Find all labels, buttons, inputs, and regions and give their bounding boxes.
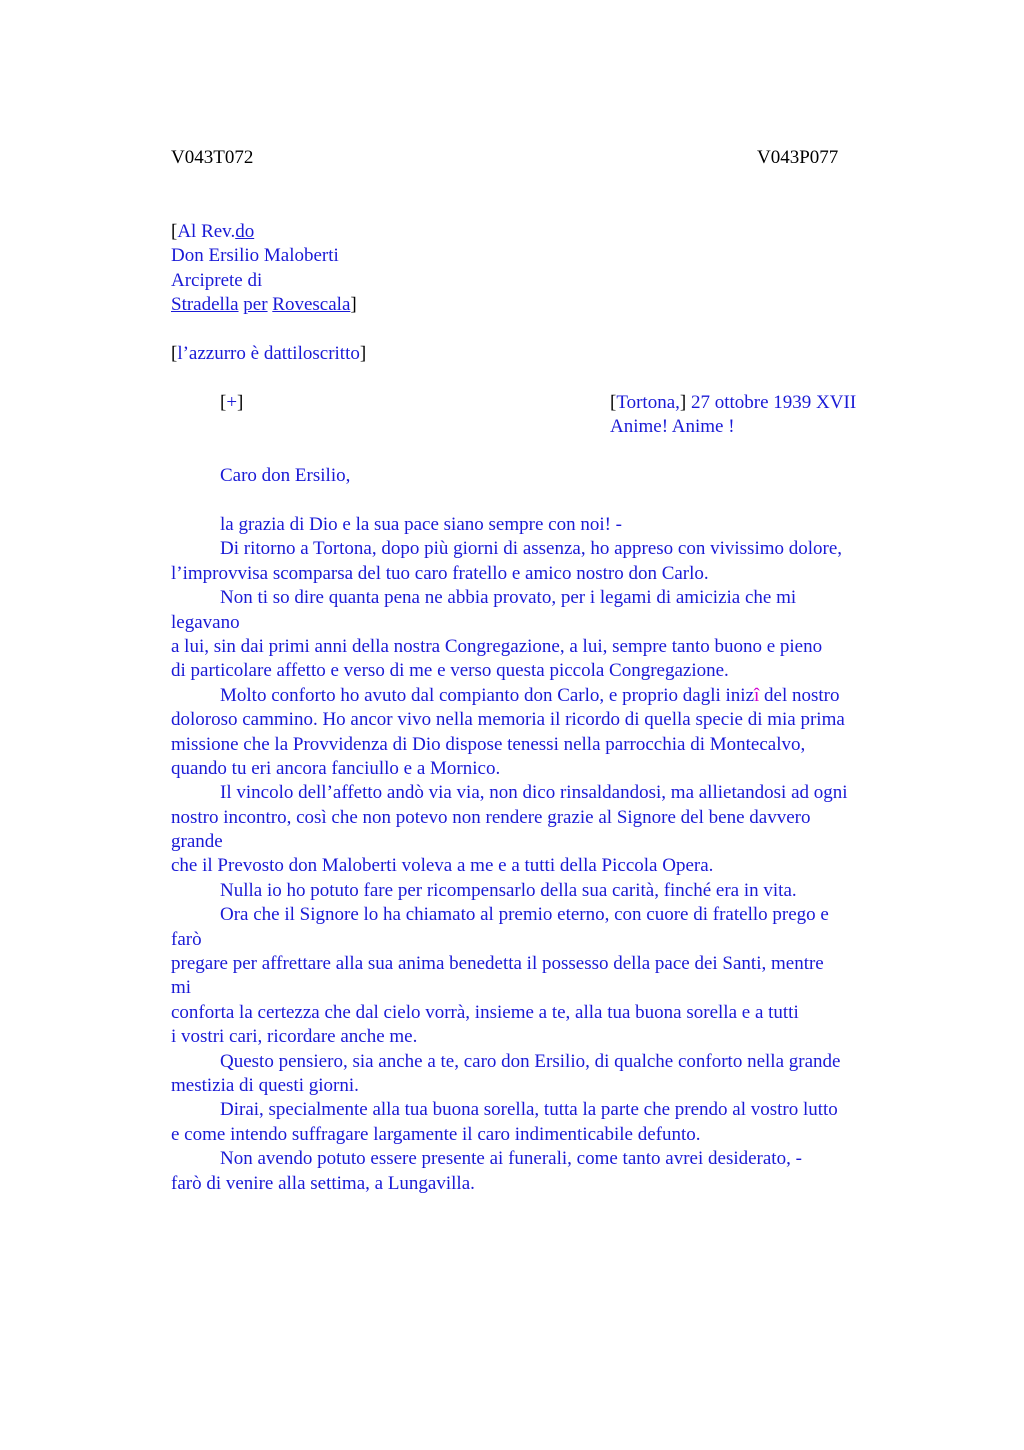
address-place: Stradella per Rovescala] xyxy=(171,294,357,316)
header-right-code: V043P077 xyxy=(757,147,839,168)
body-line: farò di venire alla settima, a Lungavilla. xyxy=(171,1172,475,1194)
motto: Anime! Anime ! xyxy=(610,416,735,438)
body-line: Ora che il Signore lo ha chiamato al premio eterno, con cuore di fratello prego e xyxy=(220,904,829,926)
body-line: che il Prevosto don Maloberti voleva a me e a tutti della Piccola Opera. xyxy=(171,855,714,877)
body-line: la grazia di Dio e la sua pace siano sempre con noi! - xyxy=(220,514,623,535)
body-line: mestizia di questi giorni. xyxy=(171,1074,359,1096)
body-line: missione che la Provvidenza di Dio dispose tenessi nella parrocchia di Montecalvo, xyxy=(171,733,806,755)
body-line: legavano xyxy=(171,611,240,633)
body-line: nostro incontro, così che non potevo non rendere grazie al Signore del bene davvero xyxy=(171,806,811,828)
address-name: Don Ersilio Maloberti xyxy=(171,245,339,267)
body-line: Il vincolo dell’affetto andò via via, non dico rinsaldandosi, ma allietandosi ad ogni xyxy=(220,782,848,804)
body-line: Questo pensiero, sia anche a te, caro don Ersilio, di qualche conforto nella grande xyxy=(220,1050,841,1072)
cross-mark: [+] xyxy=(220,392,244,413)
address-title: Arciprete di xyxy=(171,269,263,291)
editorial-note: [l’azzurro è dattiloscritto] xyxy=(171,343,367,364)
body-line: farò xyxy=(171,928,202,950)
body-line: doloroso cammino. Ho ancor vivo nella memoria il ricordo di quella specie di mia prima xyxy=(171,709,845,731)
body-line: quando tu eri ancora fanciullo e a Mornico. xyxy=(171,757,501,779)
body-line: Non avendo potuto essere presente ai funerali, come tanto avrei desiderato, - xyxy=(220,1148,802,1170)
header-left-code: V043T072 xyxy=(171,147,254,168)
body-line: l’improvvisa scomparsa del tuo caro fratello e amico nostro don Carlo. xyxy=(171,562,709,584)
body-line: i vostri cari, ricordare anche me. xyxy=(171,1026,418,1048)
body-line: mi xyxy=(171,977,192,999)
body-line: Molto conforto ho avuto dal compianto don Carlo, e proprio dagli inizî del nostro xyxy=(220,684,840,706)
body-line: Di ritorno a Tortona, dopo più giorni di assenza, ho appreso con vivissimo dolore, xyxy=(220,538,843,560)
body-line: Nulla io ho potuto fare per ricompensarlo della sua carità, finché era in vita. xyxy=(220,879,797,901)
body-line: Non ti so dire quanta pena ne abbia provato, per i legami di amicizia che mi xyxy=(220,587,797,609)
date-line: [Tortona,] 27 ottobre 1939 XVII xyxy=(610,392,857,413)
body-line: e come intendo suffragare largamente il caro indimenticabile defunto. xyxy=(171,1123,701,1145)
letter-body xyxy=(171,513,911,1196)
body-line: grande xyxy=(171,831,223,853)
body-line: conforta la certezza che dal cielo vorrà, insieme a te, alla tua buona sorella e a tutti xyxy=(171,1001,799,1023)
address-block xyxy=(171,220,357,318)
dateline xyxy=(610,391,856,440)
body-line: pregare per affrettare alla sua anima benedetta il possesso della pace dei Santi, mentre xyxy=(171,953,824,975)
body-line: a lui, sin dai primi anni della nostra Congregazione, a lui, sempre tanto buono e pieno xyxy=(171,635,823,657)
body-line: di particolare affetto e verso di me e verso questa piccola Congregazione. xyxy=(171,660,729,682)
address-line-1: [Al Rev.do xyxy=(171,221,255,242)
body-line: Dirai, specialmente alla tua buona sorella, tutta la parte che prendo al vostro lutto xyxy=(220,1099,838,1121)
greeting: Caro don Ersilio, xyxy=(220,465,351,486)
